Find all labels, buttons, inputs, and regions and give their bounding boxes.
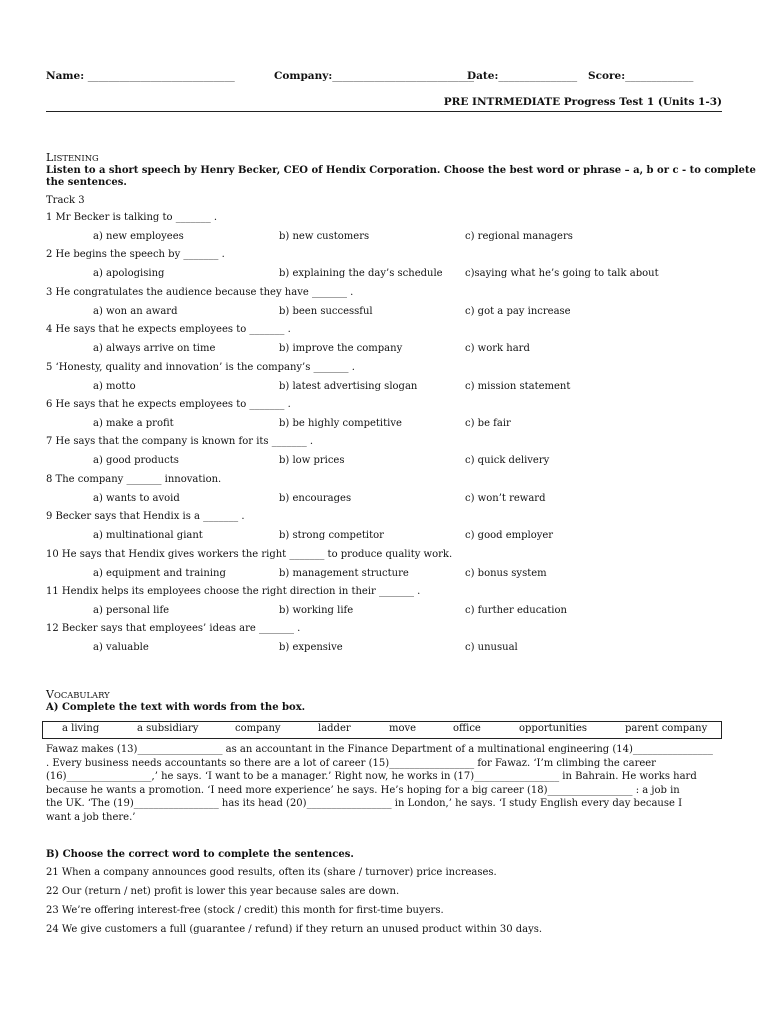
part-b-item: 23 We’re offering interest-free (stock / credit) this month for first-time buyers.: [46, 905, 444, 916]
answer-option-a[interactable]: a) wants to avoid: [93, 492, 180, 504]
score-label: Score:: [588, 70, 626, 82]
date-blank[interactable]: _______________: [498, 70, 578, 82]
header-divider: [46, 111, 722, 112]
paragraph-line: Fawaz makes (13)_________________ as an accountant in the Finance Department of a multinational engineering (14)________________: [46, 744, 713, 755]
part-b-item: 22 Our (return / net) profit is lower this year because sales are down.: [46, 886, 400, 897]
answer-option-c[interactable]: c) got a pay increase: [465, 305, 571, 317]
score-blank[interactable]: _____________: [625, 70, 694, 82]
word-box-item: opportunities: [519, 723, 587, 734]
answer-option-b[interactable]: b) explaining the day’s schedule: [279, 268, 443, 280]
answer-option-b[interactable]: b) latest advertising slogan: [279, 380, 418, 392]
name-field: [46, 70, 235, 82]
answer-option-a[interactable]: a) motto: [93, 380, 136, 392]
date-field: [467, 70, 577, 82]
vocabulary-heading-initial: V: [46, 688, 54, 701]
vocabulary-part-b-instruction: B) Choose the correct word to complete the sentences.: [46, 849, 354, 860]
question-stem: 9 Becker says that Hendix is a _______ .: [46, 511, 245, 523]
question-stem: 11 Hendix helps its employees choose the right direction in their _______ .: [46, 586, 421, 597]
word-box-item: parent company: [625, 723, 708, 734]
answer-option-b[interactable]: b) low prices: [279, 455, 345, 467]
answer-option-c[interactable]: c) further education: [465, 605, 567, 616]
answer-option-a[interactable]: a) equipment and training: [93, 567, 226, 579]
word-box-item: move: [389, 723, 417, 734]
answer-option-c[interactable]: c)saying what he’s going to talk about: [465, 268, 659, 280]
part-b-item: 24 We give customers a full (guarantee / refund) if they return an unused product within 30 days.: [46, 924, 543, 935]
answer-option-c[interactable]: c) mission statement: [465, 380, 571, 392]
answer-option-b[interactable]: b) be highly competitive: [279, 418, 402, 429]
answer-option-c[interactable]: c) good employer: [465, 530, 554, 542]
vocabulary-heading: [46, 683, 110, 702]
answer-option-c[interactable]: c) quick delivery: [465, 455, 550, 467]
question-stem: 5 ‘Honesty, quality and innovation’ is the company’s _______ .: [46, 361, 355, 373]
question-stem: 10 He says that Hendix gives workers the right _______ to produce quality work.: [46, 548, 453, 560]
answer-option-b[interactable]: b) expensive: [279, 642, 343, 654]
answer-option-b[interactable]: b) encourages: [279, 492, 352, 504]
answer-option-b[interactable]: b) new customers: [279, 231, 370, 242]
company-blank[interactable]: ___________________________: [332, 70, 474, 82]
answer-option-c[interactable]: c) regional managers: [465, 231, 573, 242]
answer-option-b[interactable]: b) been successful: [279, 305, 373, 317]
question-stem: 1 Mr Becker is talking to _______ .: [46, 212, 218, 223]
company-field: [274, 70, 474, 82]
word-box-item: company: [235, 723, 281, 734]
question-stem: 6 He says that he expects employees to _______ .: [46, 399, 291, 410]
word-box-item: a living: [62, 723, 100, 734]
name-blank[interactable]: ____________________________: [87, 70, 235, 82]
answer-option-a[interactable]: a) won an award: [93, 305, 178, 317]
listening-instruction-line-1: Listen to a short speech by Henry Becker, CEO of Hendix Corporation. Choose the best word or phrase – a, b or c - to complete: [46, 165, 756, 176]
track-label: Track 3: [46, 195, 85, 206]
question-stem: 2 He begins the speech by _______ .: [46, 249, 225, 261]
answer-option-b[interactable]: b) strong competitor: [279, 530, 384, 542]
question-stem: 3 He congratulates the audience because they have _______ .: [46, 286, 354, 298]
listening-heading-rest: ISTENING: [53, 153, 99, 163]
answer-option-a[interactable]: a) make a profit: [93, 418, 174, 429]
question-stem: 12 Becker says that employees’ ideas are _______ .: [46, 623, 301, 635]
answer-option-a[interactable]: a) multinational giant: [93, 530, 203, 542]
word-box: [42, 721, 722, 739]
answer-option-a[interactable]: a) new employees: [93, 231, 184, 242]
answer-option-c[interactable]: c) unusual: [465, 642, 518, 654]
name-label: Name:: [46, 70, 85, 82]
question-stem: 4 He says that he expects employees to _______ .: [46, 324, 291, 336]
answer-option-c[interactable]: c) be fair: [465, 418, 511, 429]
listening-heading-initial: L: [46, 151, 54, 164]
paragraph-line: (16)_________________,’ he says. ‘I want to be a manager.’ Right now, he works in (17)_________________ in Bahrain. He works hard: [46, 771, 697, 782]
answer-option-a[interactable]: a) always arrive on time: [93, 343, 216, 355]
question-stem: 7 He says that the company is known for its _______ .: [46, 436, 314, 448]
test-title: PRE INTRMEDIATE Progress Test 1 (Units 1-3): [443, 96, 722, 108]
score-field: [588, 70, 693, 82]
answer-option-b[interactable]: b) management structure: [279, 567, 409, 579]
answer-option-a[interactable]: a) good products: [93, 455, 179, 467]
gap-fill-paragraph: [46, 743, 726, 828]
paragraph-line: because he wants a promotion. ‘I need more experience’ he says. He’s hoping for a big career (18)_________________ : a job in: [46, 784, 680, 796]
answer-option-a[interactable]: a) valuable: [93, 642, 149, 654]
paragraph-line: the UK. ‘The (19)_________________ has its head (20)_________________ in London,’ he says. ‘I study English every day because I: [46, 798, 683, 809]
answer-option-c[interactable]: c) won’t reward: [465, 492, 546, 504]
answer-option-b[interactable]: b) improve the company: [279, 343, 403, 355]
answer-option-a[interactable]: a) personal life: [93, 605, 170, 616]
word-box-item: office: [453, 723, 481, 734]
vocabulary-heading-rest: OCABULARY: [53, 690, 110, 700]
word-box-item: ladder: [318, 723, 351, 734]
answer-option-c[interactable]: c) work hard: [465, 343, 530, 355]
answer-option-a[interactable]: a) apologising: [93, 268, 165, 280]
question-stem: 8 The company _______ innovation.: [46, 473, 222, 485]
word-box-item: a subsidiary: [137, 723, 199, 734]
answer-option-b[interactable]: b) working life: [279, 605, 354, 616]
paragraph-line: . Every business needs accountants so there are a lot of career (15)_________________ for Fawaz. ‘I’m climbing the career: [46, 757, 656, 769]
company-label: Company:: [274, 70, 333, 82]
listening-instruction-line-2: the sentences.: [46, 177, 127, 188]
part-b-item: 21 When a company announces good results, often its (share / turnover) price increases.: [46, 867, 497, 878]
listening-heading: [46, 146, 99, 165]
answer-option-c[interactable]: c) bonus system: [465, 567, 547, 579]
date-label: Date:: [467, 70, 499, 82]
vocabulary-part-a-instruction: A) Complete the text with words from the box.: [46, 702, 306, 713]
paragraph-line: want a job there.’: [46, 811, 136, 823]
